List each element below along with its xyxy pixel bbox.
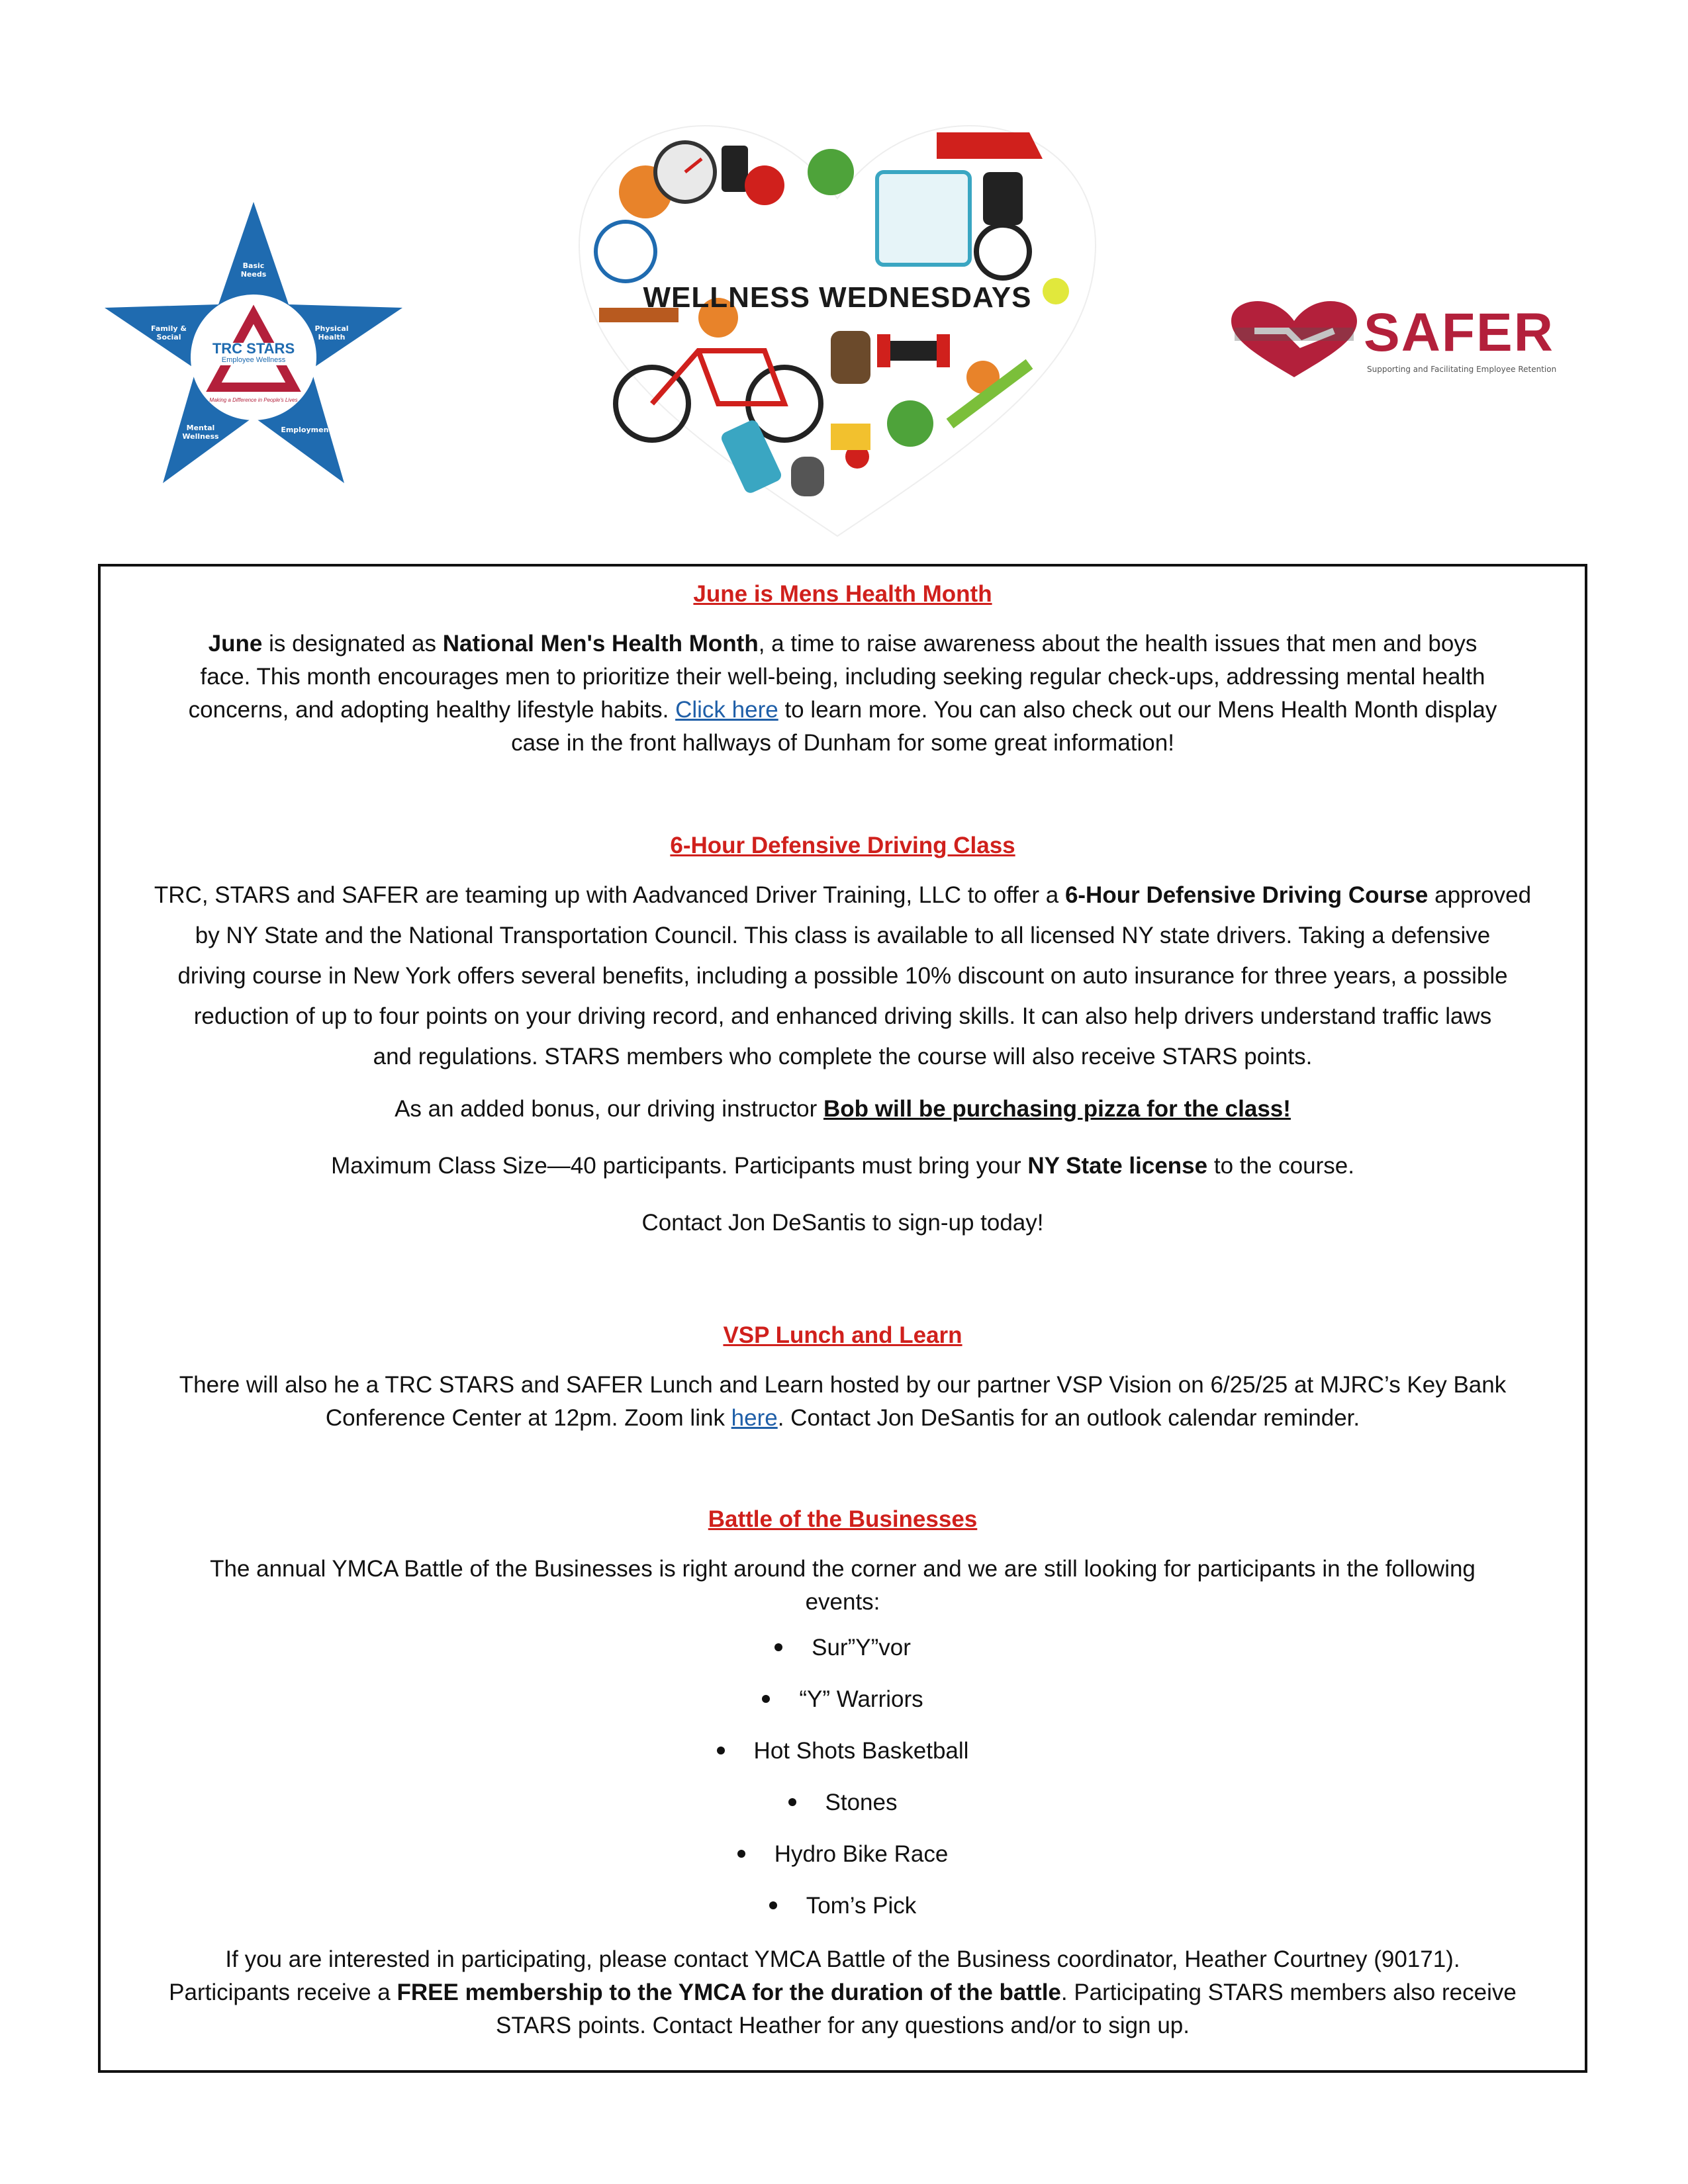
- event-label: Stones: [825, 1790, 898, 1815]
- safer-name: SAFER: [1364, 302, 1554, 363]
- driving-section: [101, 831, 1585, 1240]
- driving-text: TRC, STARS and SAFER are teaming up with Aadvanced Driver Training, LLC to offer a: [154, 882, 1065, 908]
- bullet-icon: [769, 1901, 777, 1909]
- driving-course-bold: 6-Hour Defensive Driving Course: [1064, 882, 1429, 908]
- mens-health-heading: June is Mens Health Month: [693, 581, 992, 607]
- vsp-heading: VSP Lunch and Learn: [723, 1322, 962, 1348]
- star-point-physical-health: Physical Health: [314, 324, 349, 341]
- heart-icon: [566, 113, 1109, 543]
- driving-bonus: [101, 1093, 1585, 1126]
- trc-stars-logo: [98, 199, 409, 490]
- vsp-text: There will also he a TRC STARS and SAFER Lunch and Learn hosted by our partner VSP Vision on 6/25/25 at MJRC’s Key Bank: [179, 1372, 1507, 1398]
- national-mens-health-bold: National Men's Health Month: [442, 631, 759, 657]
- trc-stars-title: TRC STARS: [212, 340, 295, 357]
- bullet-icon: [762, 1695, 770, 1703]
- wellness-wednesdays-logo: [566, 113, 1109, 543]
- mens-health-text: to learn more. You can also check out our Mens Health Month display: [778, 697, 1497, 723]
- vsp-text: Conference Center at 12pm. Zoom link: [325, 1405, 731, 1431]
- free-membership-bold: FREE membership to the YMCA for the duration of the battle: [397, 1979, 1061, 2005]
- bullet-icon: [737, 1850, 745, 1858]
- battle-events-list: [101, 1633, 1585, 1943]
- trc-stars-subtitle: Employee Wellness: [221, 356, 286, 364]
- battle-closing: [101, 1943, 1585, 2042]
- battle-text: If you are interested in participating, please contact YMCA Battle of the Business coordinator, Heather Courtney (90171).: [225, 1946, 1460, 1972]
- vsp-zoom-here-link[interactable]: here: [731, 1405, 778, 1431]
- driving-text: driving course in New York offers several benefits, including a possible 10% discount on auto insurance for three years, a possible: [177, 963, 1508, 989]
- safer-tagline: Supporting and Facilitating Employee Retention: [1367, 365, 1557, 374]
- vsp-section: [101, 1321, 1585, 1435]
- list-item: [101, 1891, 1585, 1943]
- vsp-text: . Contact Jon DeSantis for an outlook calendar reminder.: [777, 1405, 1360, 1431]
- bullet-icon: [774, 1643, 782, 1651]
- pizza-bonus-underlined: Bob will be purchasing pizza for the class!: [823, 1096, 1291, 1122]
- handshake-heart-icon: [1228, 301, 1360, 381]
- battle-text: . Participating STARS members also receive: [1060, 1979, 1517, 2005]
- vsp-paragraph: [101, 1369, 1585, 1435]
- star-point-family-social: Family & Social: [151, 324, 187, 341]
- event-label: Tom’s Pick: [806, 1893, 917, 1919]
- list-item: [101, 1685, 1585, 1737]
- bullet-icon: [788, 1798, 796, 1806]
- driving-max-text: Maximum Class Size—40 participants. Participants must bring your: [331, 1153, 1028, 1179]
- mens-health-section: [101, 580, 1585, 760]
- list-item: [101, 1788, 1585, 1840]
- wellness-wednesdays-title: WELLNESS WEDNESDAYS: [643, 281, 1032, 314]
- mens-health-paragraph: [101, 627, 1585, 760]
- battle-text: events:: [805, 1589, 880, 1615]
- battle-text: Participants receive a: [169, 1979, 397, 2005]
- driving-paragraph: [101, 875, 1585, 1077]
- battle-section: [101, 1505, 1585, 2042]
- driving-max-size: [101, 1150, 1585, 1183]
- event-label: Sur”Y”vor: [812, 1635, 911, 1661]
- star-point-employment: Employment: [281, 426, 332, 434]
- driving-max-text: to the course.: [1207, 1153, 1354, 1179]
- safer-logo: [1228, 301, 1566, 387]
- mens-health-text: , a time to raise awareness about the health issues that men and boys: [758, 631, 1477, 657]
- bullet-icon: [717, 1747, 725, 1754]
- list-item: [101, 1737, 1585, 1788]
- driving-text: and regulations. STARS members who complete the course will also receive STARS points.: [373, 1044, 1313, 1069]
- battle-heading: Battle of the Businesses: [708, 1506, 978, 1532]
- mens-health-text: concerns, and adopting healthy lifestyle habits.: [188, 697, 676, 723]
- driving-bonus-text: As an added bonus, our driving instructor: [395, 1096, 823, 1122]
- mens-health-text: case in the front hallways of Dunham for some great information!: [511, 730, 1174, 756]
- mens-health-text: is designated as: [262, 631, 443, 657]
- event-label: “Y” Warriors: [799, 1686, 923, 1712]
- event-label: Hot Shots Basketball: [753, 1738, 969, 1764]
- event-label: Hydro Bike Race: [774, 1841, 949, 1867]
- ny-license-bold: NY State license: [1027, 1153, 1208, 1179]
- june-bold: June: [208, 631, 263, 657]
- battle-text: STARS points. Contact Heather for any questions and/or to sign up.: [496, 2013, 1190, 2038]
- list-item: [101, 1633, 1585, 1685]
- content-box: [98, 564, 1587, 2073]
- battle-text: The annual YMCA Battle of the Businesses is right around the corner and we are still looking for participants in the following: [210, 1556, 1476, 1582]
- driving-heading: 6-Hour Defensive Driving Class: [670, 833, 1015, 858]
- list-item: [101, 1840, 1585, 1891]
- driving-text: approved: [1428, 882, 1532, 908]
- star-point-basic-needs: Basic Needs: [240, 261, 267, 279]
- driving-text: by NY State and the National Transportation Council. This class is available to all licensed NY state drivers. Taking a defensive: [195, 923, 1491, 948]
- driving-text: reduction of up to four points on your driving record, and enhanced driving skills. It can also help drivers understand traffic laws: [193, 1003, 1492, 1029]
- driving-contact: Contact Jon DeSantis to sign-up today!: [641, 1210, 1044, 1236]
- trc-stars-slogan: Making a Difference in People's Lives: [209, 397, 298, 403]
- battle-intro: [101, 1553, 1585, 1619]
- mens-health-click-here-link[interactable]: Click here: [675, 697, 778, 723]
- mens-health-text: face. This month encourages men to prioritize their well-being, including seeking regular check-ups, addressing mental health: [200, 664, 1485, 690]
- star-point-mental-wellness: Mental Wellness: [182, 424, 219, 441]
